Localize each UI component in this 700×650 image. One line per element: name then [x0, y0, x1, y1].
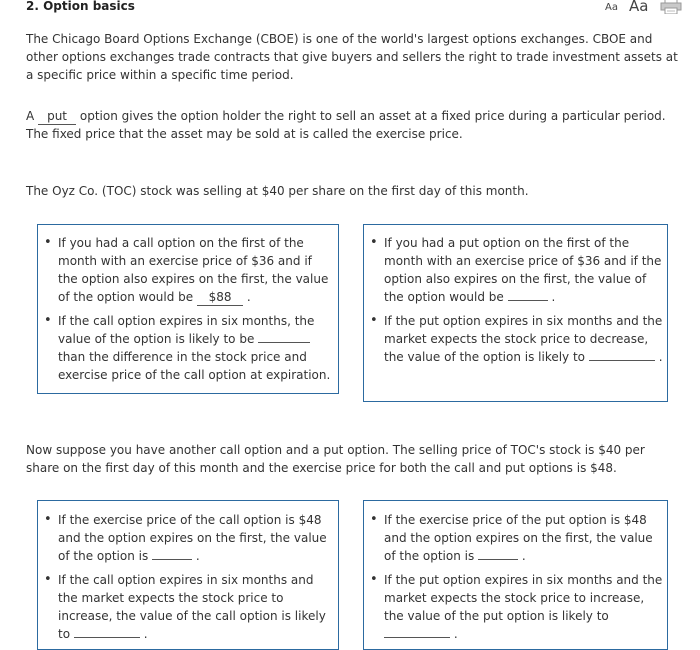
font-size-decrease-button[interactable]: Aa — [605, 2, 618, 13]
period: . — [551, 290, 556, 304]
page-title: 2. Option basics — [26, 0, 135, 13]
box2-item1-text: If you had a put option on the first of the month with an exercise price of $36 and if the option also expires on the first, the value of the option would be — [384, 236, 662, 304]
scenario1-paragraph: The Oyz Co. (TOC) stock was selling at $40 per share on the first day of this month. — [26, 184, 529, 198]
font-size-increase-button[interactable]: Aa — [629, 0, 649, 15]
period: . — [453, 627, 458, 641]
box1-item1-text: If you had a call option on the first of the month with an exercise price of $36 and if the option also expires on the first, the value of the option would be — [58, 236, 329, 304]
box3-item2-text: If the call option expires in six months and the market expects the stock price to increase, the value of the call option is likely to — [58, 573, 326, 641]
period: . — [246, 290, 251, 304]
box4-item1-text: If the exercise price of the put option is $48 and the option expires on the first, the value of the option is — [384, 513, 653, 563]
list-item — [38, 571, 334, 643]
box4-item2-text: If the put option expires in six months and the market expects the stock price to increase, the value of the put option is likely to — [384, 573, 663, 623]
call-comparison-dropdown[interactable] — [258, 342, 310, 343]
definition-prefix: A — [26, 109, 35, 123]
list-item — [364, 312, 663, 366]
put-expectation-dropdown[interactable] — [589, 360, 655, 361]
put-option-box-2 — [363, 500, 668, 650]
period: . — [195, 549, 200, 563]
period: . — [143, 627, 148, 641]
definition-suffix: option gives the option holder the right to sell an asset at a fixed price during a particular period. The fixed price that the asset may be sold at is called the exercise price. — [26, 109, 666, 141]
list-item — [38, 312, 334, 384]
intro-paragraph: The Chicago Board Options Exchange (CBOE) is one of the world's largest options exchanges. CBOE and other options exchanges trade contracts that give buyers and sellers the right to trade investment assets at a specific price within a specific time period. — [26, 32, 678, 82]
list-item — [364, 571, 663, 643]
box1-item2-text-after: than the difference in the stock price and exercise price of the call option at expiration. — [58, 350, 331, 382]
list-item — [364, 234, 663, 306]
print-icon[interactable] — [660, 0, 682, 14]
put-value-2-dropdown[interactable] — [478, 559, 518, 560]
call-option-box-1 — [37, 224, 339, 394]
box1-item2-text: If the call option expires in six months, the value of the option is likely to be — [58, 314, 315, 346]
scenario2-paragraph: Now suppose you have another call option and a put option. The selling price of TOC's stock is $40 per share on the first day of this month and the exercise price for both the call and put options is $48. — [26, 443, 645, 475]
period: . — [658, 350, 663, 364]
definition-answer-dropdown[interactable]: put — [38, 109, 76, 125]
list-item — [38, 511, 334, 565]
call-option-box-2 — [37, 500, 339, 650]
call-value-2-dropdown[interactable] — [152, 559, 192, 560]
call-value-dropdown[interactable]: $88 — [197, 290, 243, 306]
period: . — [521, 549, 526, 563]
definition-paragraph — [26, 107, 681, 143]
box2-item2-text: If the put option expires in six months and the market expects the stock price to decrease, the value of the option is likely to — [384, 314, 663, 364]
list-item — [38, 234, 334, 306]
box3-item1-text: If the exercise price of the call option is $48 and the option expires on the first, the value of the option is — [58, 513, 327, 563]
put-value-dropdown[interactable] — [508, 300, 548, 301]
put-option-box-1 — [363, 224, 668, 402]
header — [0, 0, 700, 16]
list-item — [364, 511, 663, 565]
